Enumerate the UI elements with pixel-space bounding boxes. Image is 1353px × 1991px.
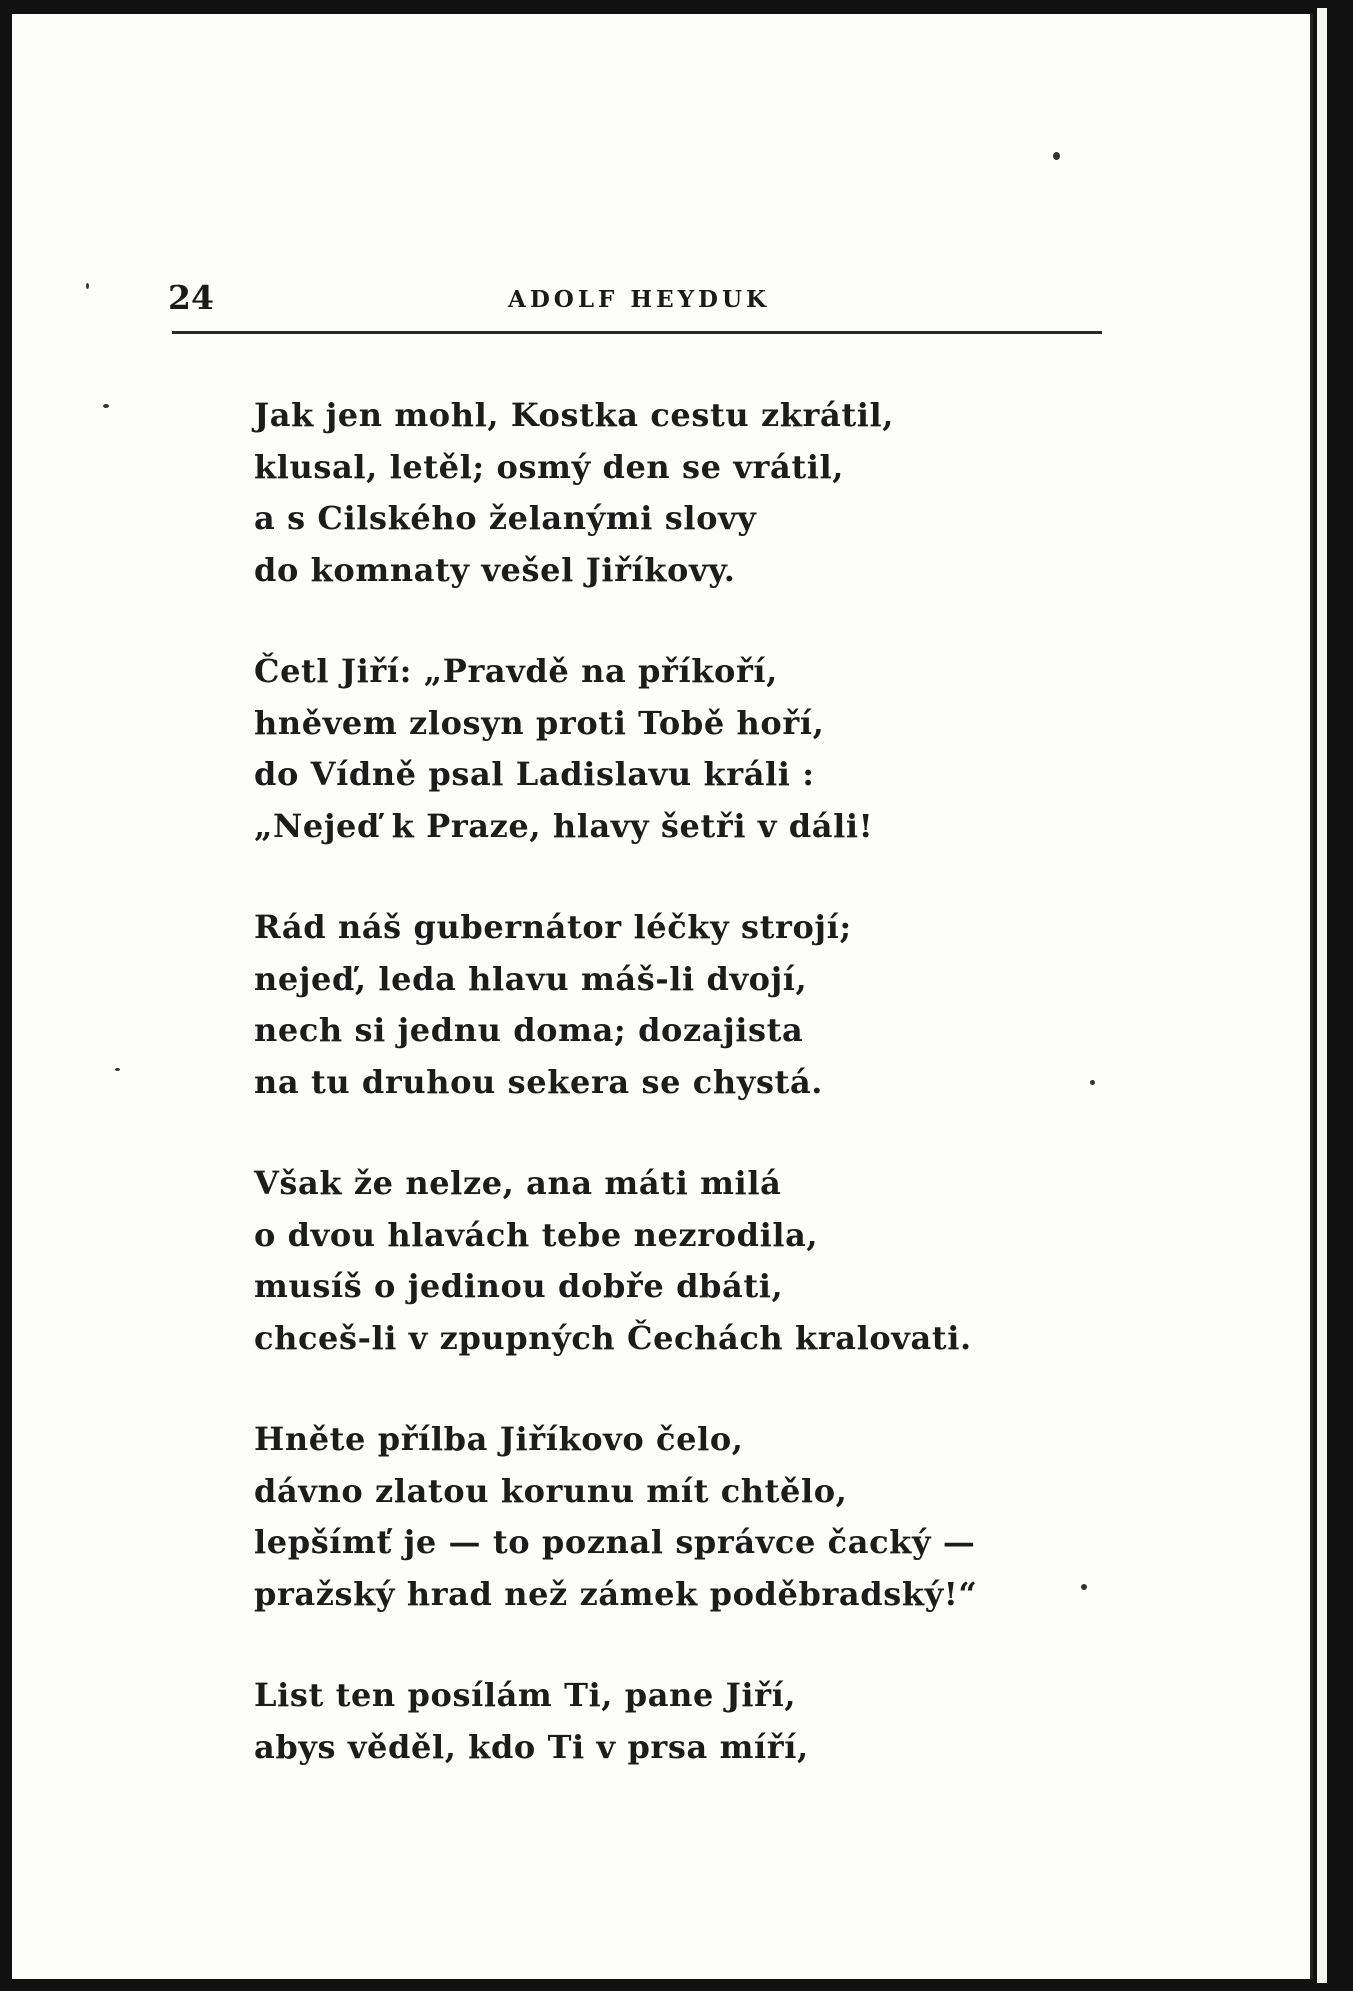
stanza — [254, 390, 1134, 596]
page-number: 24 — [168, 278, 214, 317]
poem-line: hněvem zlosyn proti Tobě hoří, — [254, 703, 825, 742]
poem-line: do komnaty vešel Jiříkovy. — [254, 550, 736, 589]
stanza — [254, 646, 1134, 852]
poem-body — [254, 390, 1134, 1823]
poem-line: Četl Jiří: „Pravdě na příkoří, — [254, 652, 778, 690]
poem-line: do Vídně psal Ladislavu králi : — [254, 755, 815, 793]
poem-line: pražský hrad než zámek poděbradský!“ — [254, 1574, 978, 1613]
page-edge-line — [1310, 14, 1313, 1979]
book-gutter — [1317, 8, 1327, 1983]
poem-line: Hněte přílba Jiříkovo čelo, — [254, 1420, 744, 1458]
poem-line: na tu druhou sekera se chystá. — [254, 1062, 824, 1101]
header-rule — [172, 331, 1102, 334]
poem-line: nech si jednu doma; dozajista — [254, 1011, 804, 1049]
scan-speck — [1053, 152, 1060, 160]
poem-line: List ten posílám Ti, pane Jiří, — [254, 1676, 797, 1714]
poem-line: chceš-li v zpupných Čechách kralovati. — [254, 1318, 972, 1357]
poem-line: Jak jen mohl, Kostka cestu zkrátil, — [254, 396, 894, 434]
poem-line: nejeď, leda hlavu máš-li dvojí, — [254, 959, 808, 998]
poem-line: Rád náš gubernátor léčky strojí; — [254, 908, 852, 946]
poem-line: Však že nelze, ana máti milá — [254, 1164, 782, 1202]
poem-line: o dvou hlavách tebe nezrodila, — [254, 1215, 819, 1254]
poem-line: a s Cilského želanými slovy — [254, 499, 757, 537]
poem-line: klusal, letěl; osmý den se vrátil, — [254, 447, 844, 486]
page-header — [168, 278, 1103, 320]
poem-line: dávno zlatou korunu mít chtělo, — [254, 1471, 848, 1510]
poem-line: lepšímť je — to poznal správce čacký — — [254, 1523, 976, 1561]
scan-speck — [103, 404, 109, 408]
running-head: ADOLF HEYDUK — [508, 286, 771, 313]
poem-line: „Nejeď k Praze, hlavy šetři v dáli! — [254, 806, 874, 845]
scan-speck — [86, 283, 89, 289]
scan-speck — [115, 1068, 120, 1071]
stanza — [254, 1670, 1134, 1773]
stanza — [254, 902, 1134, 1108]
poem-line: musíš o jedinou dobře dbáti, — [254, 1267, 784, 1305]
stanza — [254, 1414, 1134, 1620]
poem-line: abys věděl, kdo Ti v prsa míří, — [254, 1727, 809, 1766]
stanza — [254, 1158, 1134, 1364]
